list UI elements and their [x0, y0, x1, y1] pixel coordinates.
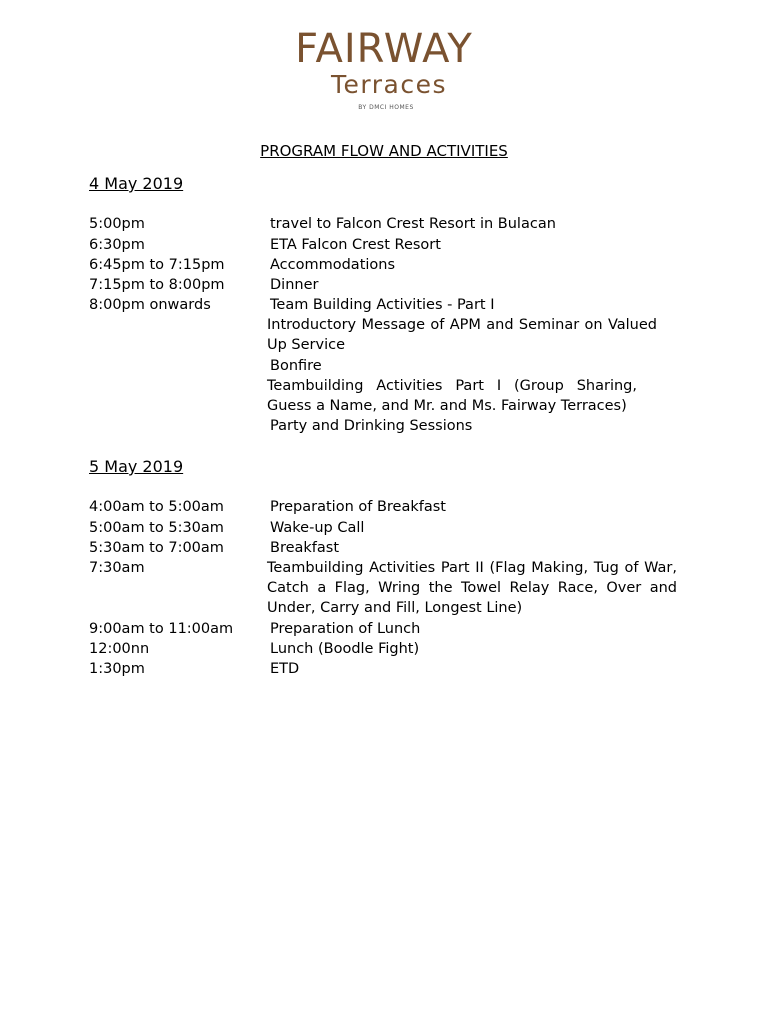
- row-activity: Breakfast: [270, 539, 340, 556]
- row-time: 5:00am to 5:30am: [89, 519, 224, 536]
- row-time: 12:00nn: [89, 640, 150, 657]
- row-activity: ETD: [270, 661, 300, 677]
- logo-main-text: FAIRWAY: [295, 26, 473, 72]
- row-time: 7:30am: [89, 559, 145, 576]
- logo-by-text: BY DMCI HOMES: [358, 104, 414, 111]
- row-time: 5:30am to 7:00am: [89, 539, 224, 556]
- row-time: 6:45pm to 7:15pm: [89, 256, 225, 273]
- row-activity: Introductory Message of APM and Seminar on Valued Up Service: [267, 317, 657, 354]
- row-activity: ETA Falcon Crest Resort: [270, 236, 441, 253]
- row-activity: Dinner: [270, 276, 319, 293]
- row-time: 1:30pm: [89, 661, 145, 677]
- row-time: 9:00am to 11:00am: [89, 620, 234, 637]
- logo-sub-text: Terraces: [331, 70, 447, 99]
- row-activity: Teambuilding Activities Part II (Flag Making, Tug of War, Catch a Flag, Wring the Towel Relay Race, Over and Under, Carry and Fill, Longest Line): [267, 559, 677, 617]
- document-title: PROGRAM FLOW AND ACTIVITIES: [260, 142, 508, 160]
- fairway-terraces-logo: [0, 26, 768, 114]
- row-time: 6:30pm: [89, 236, 145, 253]
- row-activity: Preparation of Lunch: [270, 620, 421, 637]
- row-activity: Team Building Activities - Part I: [270, 296, 495, 313]
- row-time: 7:15pm to 8:00pm: [89, 276, 225, 293]
- row-time: 5:00pm: [89, 216, 145, 232]
- row-activity: Teambuilding Activities Part I (Group Sharing, Guess a Name, and Mr. and Ms. Fairway Terraces): [267, 377, 637, 414]
- row-activity: Lunch (Boodle Fight): [270, 640, 420, 657]
- row-activity: Party and Drinking Sessions: [270, 418, 473, 434]
- row-activity: Accommodations: [270, 256, 396, 273]
- day1-date-heading: 4 May 2019: [89, 174, 184, 193]
- row-time: 8:00pm onwards: [89, 296, 211, 313]
- day2-date-heading: 5 May 2019: [89, 457, 184, 476]
- row-activity: travel to Falcon Crest Resort in Bulacan: [270, 216, 556, 232]
- row-activity: Preparation of Breakfast: [270, 499, 446, 515]
- row-activity: Wake-up Call: [270, 519, 365, 536]
- row-activity: Bonfire: [270, 357, 322, 374]
- row-time: 4:00am to 5:00am: [89, 499, 224, 515]
